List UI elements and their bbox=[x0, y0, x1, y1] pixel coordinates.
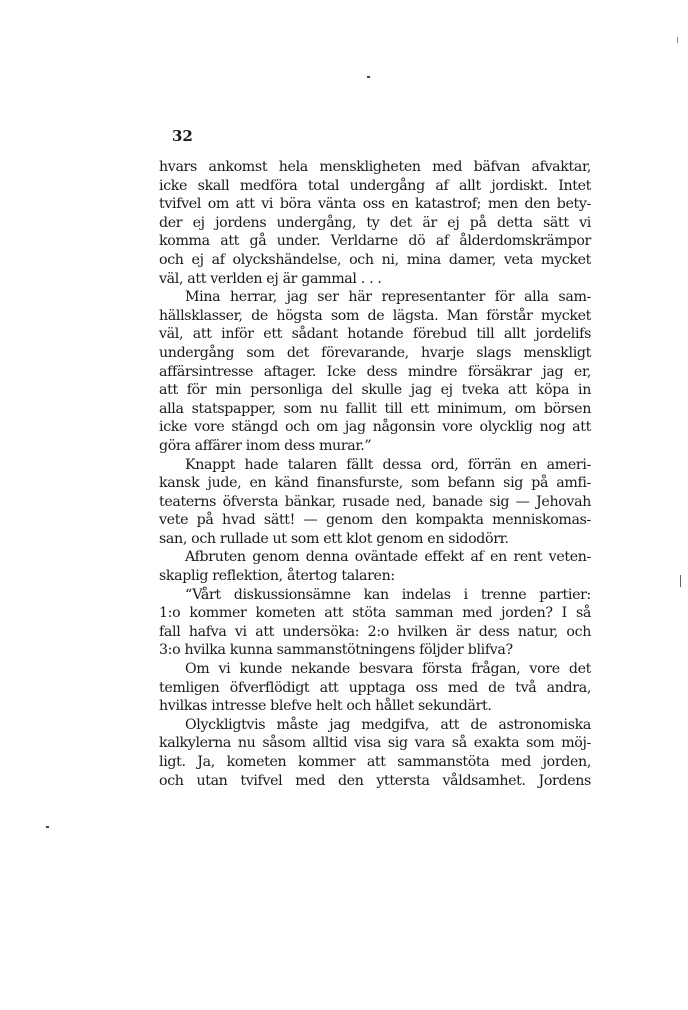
text-line: undergång som det förevarande, hvarje slags menskligt bbox=[159, 344, 591, 361]
text-line: der ej jordens undergång, ty det är ej på detta sätt vi bbox=[159, 214, 591, 231]
body-text bbox=[159, 158, 591, 790]
page-number: 32 bbox=[172, 127, 193, 145]
text-line: hällsklasser, de högsta som de lägsta. Man förstår mycket bbox=[159, 307, 591, 324]
text-line: och ej af olyckshändelse, och ni, mina damer, veta mycket bbox=[159, 251, 591, 268]
text-line: att för min personliga del skulle jag ej tveka att köpa in bbox=[159, 382, 591, 399]
text-line: göra affärer inom dess murar.” bbox=[159, 437, 372, 454]
text-line: väl, att verlden ej är gammal . . . bbox=[159, 270, 382, 287]
text-line: hvars ankomst hela menskligheten med bäfvan afvaktar, bbox=[159, 159, 591, 175]
text-line: hvilkas intresse blefve helt och hållet sekundärt. bbox=[159, 698, 492, 715]
text-line: Olyckligtvis måste jag medgifva, att de astronomiska bbox=[185, 716, 591, 733]
text-line: 3:o hvilka kunna sammanstötningens följder blifva? bbox=[159, 642, 513, 659]
text-line: fall hafva vi att undersöka: 2:o hvilken är dess natur, och bbox=[159, 623, 591, 640]
text-line: 1:o kommer kometen att stöta samman med jorden? I så bbox=[159, 605, 591, 622]
text-line: skaplig reflektion, återtog talaren: bbox=[159, 568, 395, 585]
text-line: tvifvel om att vi böra vänta oss en katastrof; men den bety- bbox=[159, 196, 591, 213]
text-line: affärsintresse aftager. Icke dess mindre försäkrar jag er, bbox=[159, 363, 591, 380]
print-speck bbox=[677, 37, 678, 43]
text-line: alla statspapper, som nu fallit till ett minimum, om börsen bbox=[159, 400, 591, 417]
text-line: icke skall medföra total undergång af allt jordiskt. Intet bbox=[159, 177, 591, 194]
text-line: temligen öfverflödigt att upptaga oss med de två andra, bbox=[159, 679, 591, 696]
print-speck bbox=[46, 826, 49, 828]
text-line: komma att gå under. Verldarne dö af ålderdomskrämpor bbox=[159, 233, 591, 250]
text-line: teaterns öfversta bänkar, rusade ned, banade sig — Jehovah bbox=[159, 493, 591, 510]
text-line: väl, att inför ett sådant hotande förebud till allt jordelifs bbox=[159, 326, 591, 343]
print-speck bbox=[680, 575, 681, 587]
text-line: Knappt hade talaren fällt dessa ord, förrän en ameri- bbox=[185, 456, 591, 473]
text-line: Mina herrar, jag ser här representanter för alla sam- bbox=[185, 289, 591, 306]
text-line: Om vi kunde nekande besvara första frågan, vore det bbox=[185, 661, 591, 678]
text-line: kalkylerna nu såsom alltid visa sig vara så exakta som möj- bbox=[159, 735, 591, 752]
text-line: kansk jude, en känd finansfurste, som befann sig på amfi- bbox=[159, 475, 591, 492]
text-line: “Vårt diskussionsämne kan indelas i trenne partier: bbox=[185, 586, 591, 603]
text-line: och utan tvifvel med den yttersta våldsamhet. Jordens bbox=[159, 772, 591, 789]
print-speck bbox=[367, 76, 370, 78]
text-line: Afbruten genom denna oväntade effekt af en rent veten- bbox=[185, 549, 591, 566]
text-line: vete på hvad sätt! — genom den kompakta menniskomas- bbox=[159, 512, 591, 529]
text-line: san, och rullade ut som ett klot genom en sidodörr. bbox=[159, 530, 509, 547]
text-line: ligt. Ja, kometen kommer att sammanstöta med jorden, bbox=[159, 754, 591, 770]
text-line: icke vore stängd och om jag någonsin vore olycklig nog att bbox=[159, 419, 591, 436]
